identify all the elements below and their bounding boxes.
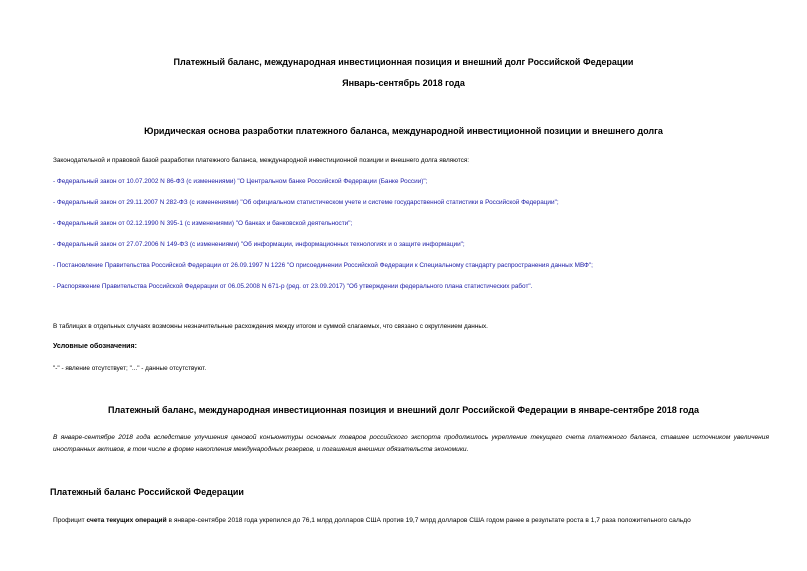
rounding-note: В таблицах в отдельных случаях возможны незначительные расхождения между итогом и суммой слагаемых, что связано с округлением данных. xyxy=(53,323,488,330)
balance-paragraph xyxy=(53,517,771,524)
document-title: Платежный баланс, международная инвестиционная позиция и внешний долг Российской Федерации xyxy=(173,57,634,67)
legal-item-link[interactable]: - Распоряжение Правительства Российской Федерации от 06.05.2008 N 671-р (ред. от 23.09.2017) "Об утверждении федерального плана статистических работ". xyxy=(53,283,533,290)
legal-item-link[interactable]: - Постановление Правительства Российской Федерации от 26.09.1997 N 1226 "О присоединении Российской Федерации к Специальному стандарту распространения данных МВФ"; xyxy=(53,262,593,269)
summary-paragraph: В январе-сентябре 2018 года вследствие улучшения ценовой конъюнктуры основных товаров российского экспорта продолжилось укрепление текущего счета платежного баланса, ставшее источником увеличения иностранных активов, в том числе в форме накопления международных резервов, и погашения внешних обязательств экономики. xyxy=(53,434,769,453)
symbols-heading: Условные обозначения: xyxy=(53,343,137,350)
legal-basis-intro: Законодательной и правовой базой разработки платежного баланса, международной инвестиционной позиции и внешнего долга являются: xyxy=(53,157,470,164)
legal-item-link[interactable]: - Федеральный закон от 02.12.1990 N 395-1 (с изменениями) "О банках и банковской деятельности"; xyxy=(53,220,353,227)
document-period: Январь-сентябрь 2018 года xyxy=(342,78,465,88)
legal-item-link[interactable]: - Федеральный закон от 29.11.2007 N 282-ФЗ (с изменениями) "Об официальном статистическом учете и системе государственной статистики в Российской Федерации"; xyxy=(53,199,559,206)
balance-section-heading: Платежный баланс Российской Федерации xyxy=(50,487,244,497)
legal-item-link[interactable]: - Федеральный закон от 10.07.2002 N 86-ФЗ (с изменениями) "О Центральном банке Российской Федерации (Банке России)"; xyxy=(53,178,428,185)
legal-item-link[interactable]: - Федеральный закон от 27.07.2006 N 149-ФЗ (с изменениями) "Об информации, информационных технологиях и о защите информации"; xyxy=(53,241,465,248)
summary-heading: Платежный баланс, международная инвестиционная позиция и внешний долг Российской Федерации в январе-сентябре 2018 года xyxy=(108,405,699,415)
symbols-text: "-" - явление отсутствует; "..." - данные отсутствуют. xyxy=(53,365,207,372)
current-account-term: счета текущих операций xyxy=(86,517,167,524)
balance-text-start: Профицит xyxy=(53,517,87,524)
balance-text-rest: в январе-сентябре 2018 года укрепился до 76,1 млрд долларов США против 19,7 млрд долларов США годом ранее в результате роста в 1,7 раза положительного сальдо xyxy=(166,517,691,524)
legal-basis-heading: Юридическая основа разработки платежного баланса, международной инвестиционной позиции и внешнего долга xyxy=(144,126,663,136)
